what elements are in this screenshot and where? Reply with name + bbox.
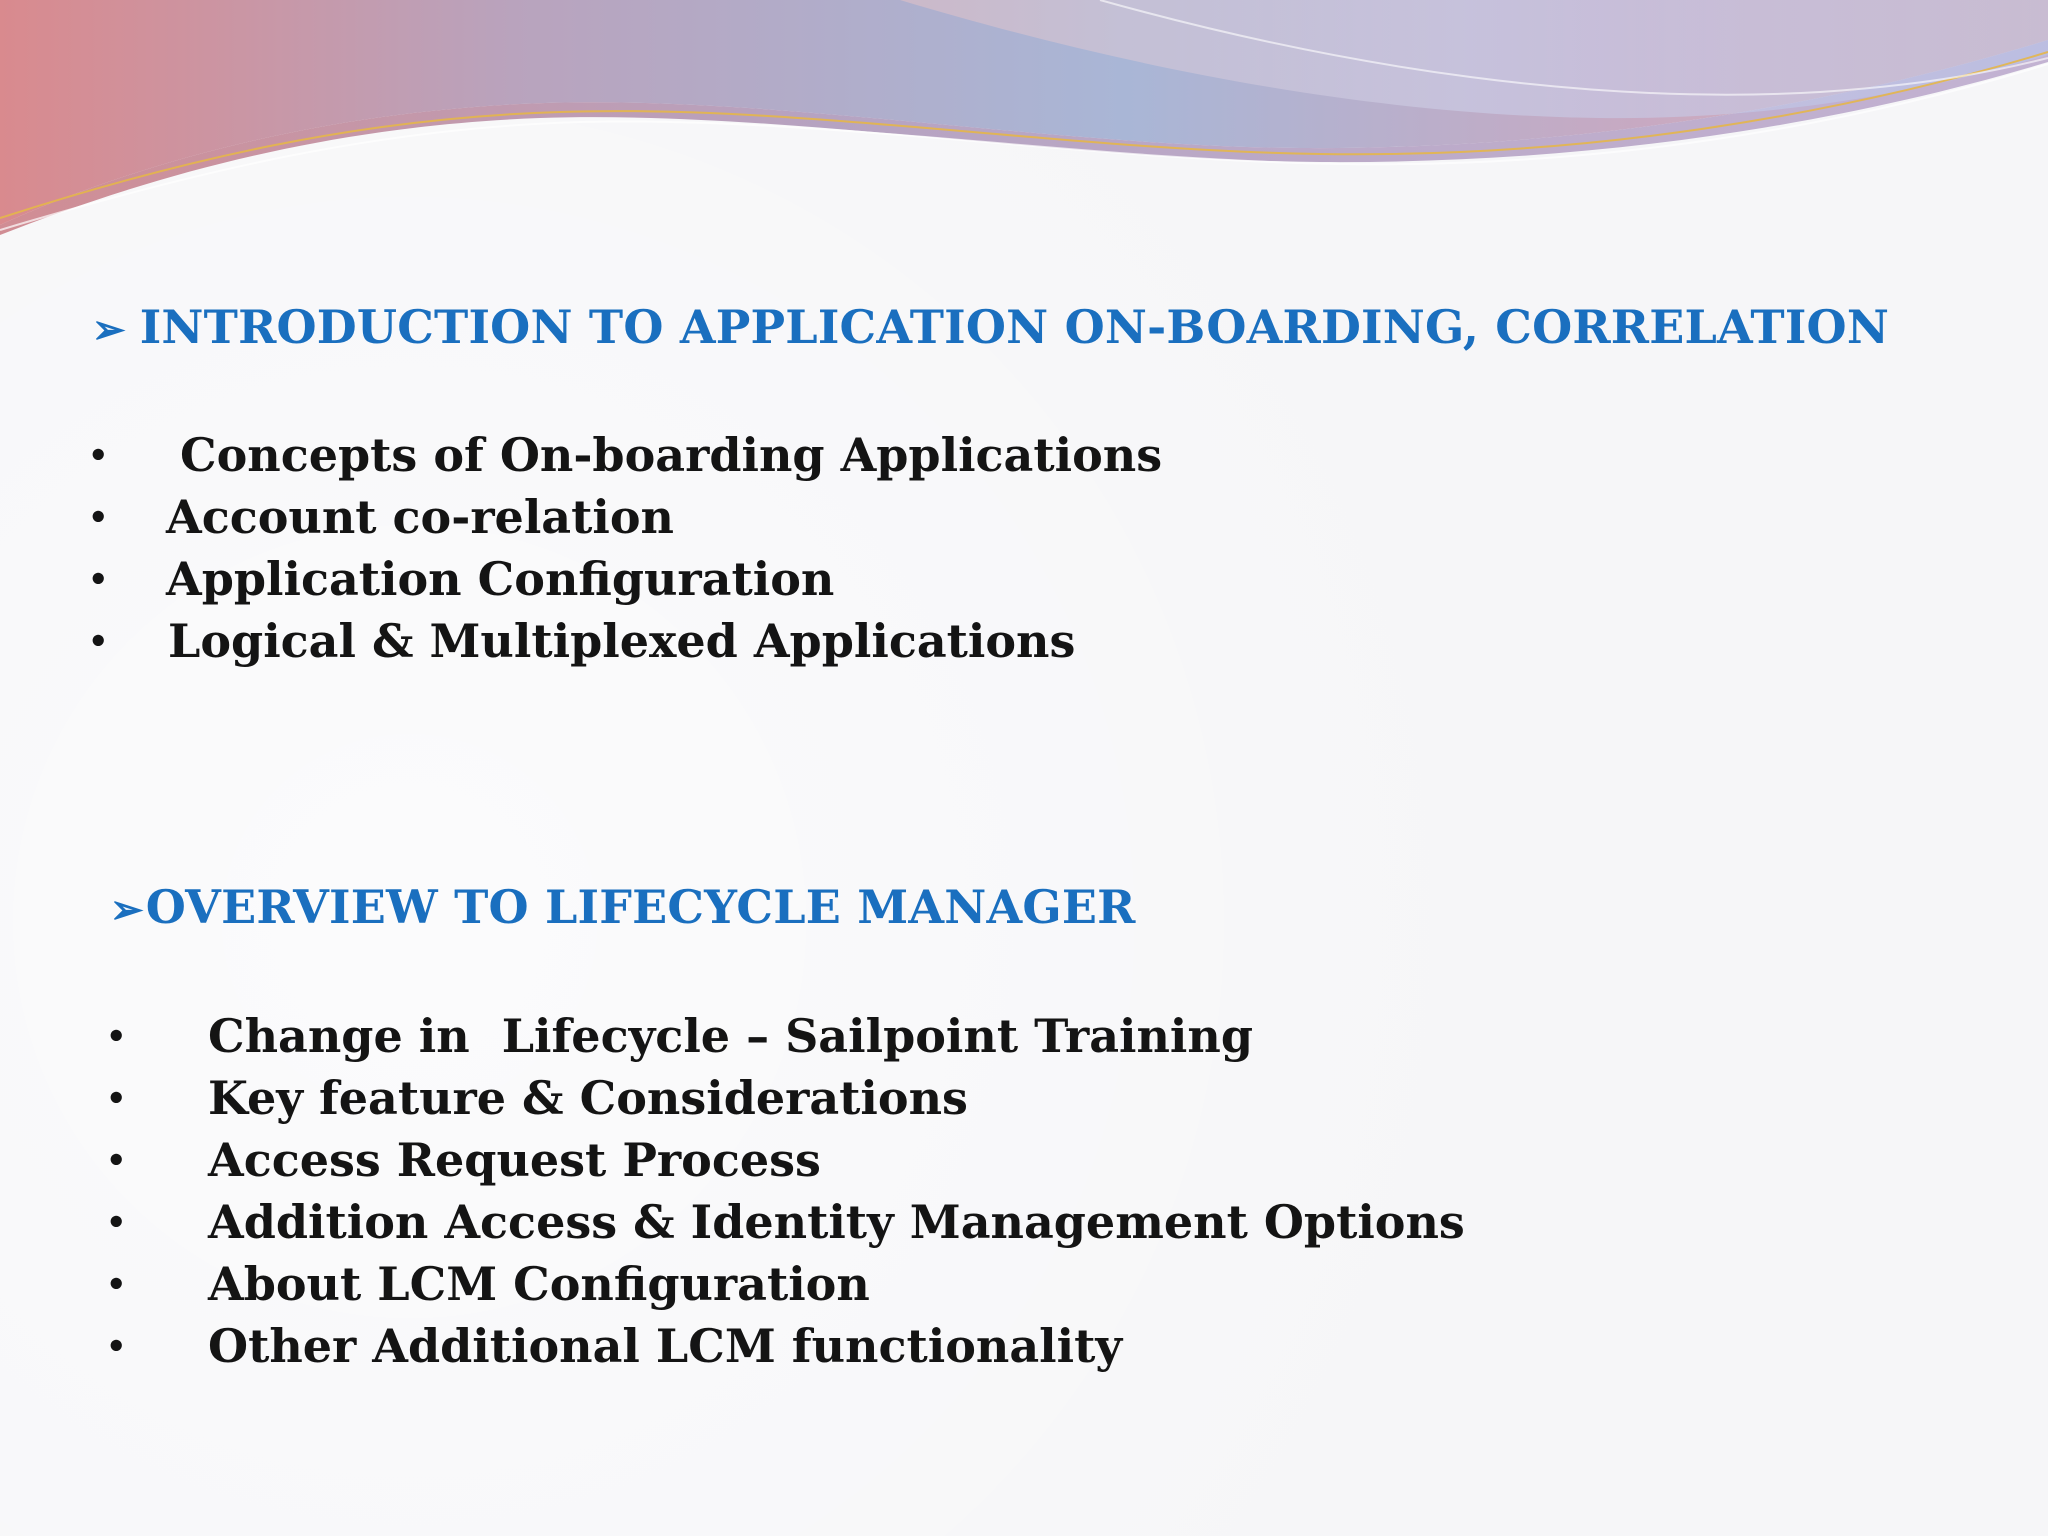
list-item-text: About LCM Configuration [208,1257,870,1311]
round-bullet-icon: • [106,1203,127,1241]
list-item-text: Concepts of On-boarding Applications [180,428,1163,482]
arrowhead-bullet-icon: ➢ [110,886,144,933]
round-bullet-icon: • [106,1265,127,1303]
list-item [106,1129,1506,1191]
list-item-text: Change in Lifecycle – Sailpoint Training [208,1009,1254,1063]
round-bullet-icon: • [106,1141,127,1179]
list-item-text: Account co-relation [166,490,674,544]
section2-list [106,1005,1506,1377]
round-bullet-icon: • [88,436,109,474]
round-bullet-icon: • [88,622,109,660]
list-item-text: Application Configuration [166,552,835,606]
list-item-text: Addition Access & Identity Management Options [208,1195,1465,1249]
list-item [88,548,1288,610]
section1-heading [92,300,1889,354]
section2-heading-text: OVERVIEW TO LIFECYCLE MANAGER [145,880,1136,934]
arrowhead-bullet-icon: ➢ [92,306,126,353]
section2-heading [110,880,1136,934]
list-item-text: Other Additional LCM functionality [208,1319,1123,1373]
list-item [88,486,1288,548]
list-item [106,1315,1506,1377]
round-bullet-icon: • [106,1017,127,1055]
round-bullet-icon: • [88,560,109,598]
list-item [106,1191,1506,1253]
list-item-text: Logical & Multiplexed Applications [168,614,1076,668]
list-item [106,1253,1506,1315]
section1-heading-text: INTRODUCTION TO APPLICATION ON-BOARDING, CORRELATION [139,300,1890,354]
list-item [106,1067,1506,1129]
list-item [106,1005,1506,1067]
round-bullet-icon: • [106,1327,127,1365]
list-item [88,424,1288,486]
list-item [88,610,1288,672]
round-bullet-icon: • [88,498,109,536]
list-item-text: Access Request Process [208,1133,821,1187]
list-item-text: Key feature & Considerations [208,1071,968,1125]
round-bullet-icon: • [106,1079,127,1117]
section1-list [88,424,1288,672]
header-wave-decoration [0,0,2048,260]
